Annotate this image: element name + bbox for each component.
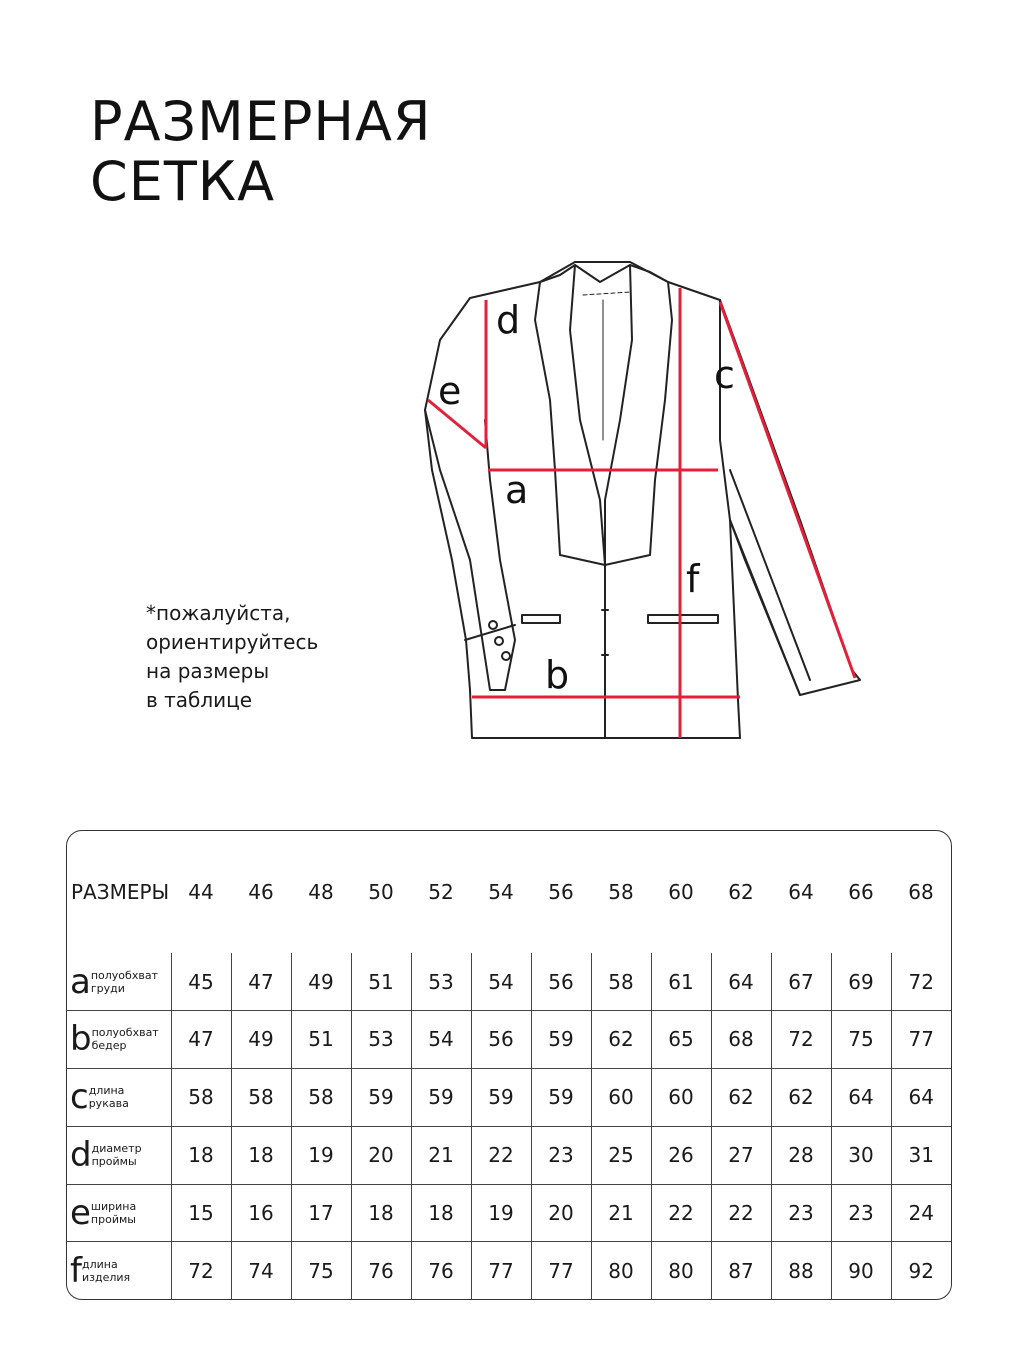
value-cell: 80 [591, 1242, 651, 1299]
measurement-row-d [67, 1126, 951, 1184]
size-cell: 68 [908, 880, 934, 905]
value-cell: 59 [531, 1010, 591, 1068]
value-cell: 18 [231, 1126, 291, 1184]
value-cell: 18 [411, 1184, 471, 1242]
value-cell: 64 [831, 1068, 891, 1126]
row-description [89, 1084, 129, 1110]
value-cell: 54 [471, 953, 531, 1010]
value-cell: 77 [891, 1010, 951, 1068]
row-desc-line: диаметр [91, 1142, 142, 1156]
value-cell: 77 [531, 1242, 591, 1299]
value-cell: 75 [291, 1242, 351, 1299]
size-cell: 50 [368, 880, 394, 905]
note-line: ориентируйтесь [146, 630, 319, 654]
label-d: d [496, 298, 521, 342]
row-label [67, 1184, 171, 1242]
header-label: РАЗМЕРЫ [71, 880, 170, 905]
size-cell: 58 [608, 880, 634, 905]
value-cell: 18 [171, 1126, 231, 1184]
value-cell: 20 [531, 1184, 591, 1242]
value-cell: 72 [891, 953, 951, 1010]
pocket-left [522, 615, 560, 623]
value-cell: 22 [471, 1126, 531, 1184]
value-cell: 58 [171, 1068, 231, 1126]
value-cell: 30 [831, 1126, 891, 1184]
size-cell: 54 [488, 880, 514, 905]
value-cell: 59 [411, 1068, 471, 1126]
value-cell: 24 [891, 1184, 951, 1242]
row-label [67, 1010, 171, 1068]
row-label [67, 1126, 171, 1184]
size-cell: 60 [668, 880, 694, 905]
value-cell: 19 [471, 1184, 531, 1242]
value-cell: 23 [771, 1184, 831, 1242]
value-cell: 20 [351, 1126, 411, 1184]
value-cell: 31 [891, 1126, 951, 1184]
value-cell: 53 [411, 953, 471, 1010]
row-description [91, 1200, 136, 1226]
size-cell: 66 [848, 880, 874, 905]
row-desc-line: полуобхват [90, 968, 158, 982]
size-note [146, 599, 318, 715]
value-cell: 28 [771, 1126, 831, 1184]
size-cell: 48 [308, 880, 334, 905]
note-line: на размеры [146, 659, 270, 683]
value-cell: 62 [711, 1068, 771, 1126]
value-cell: 88 [771, 1242, 831, 1299]
value-cell: 87 [711, 1242, 771, 1299]
label-e: e [438, 369, 462, 413]
value-cell: 49 [231, 1010, 291, 1068]
value-cell: 92 [891, 1242, 951, 1299]
measurement-row-a [67, 953, 951, 1010]
row-desc-line: ширина [90, 1199, 137, 1213]
value-cell: 49 [291, 953, 351, 1010]
value-cell: 22 [651, 1184, 711, 1242]
value-cell: 18 [351, 1184, 411, 1242]
label-b: b [545, 653, 570, 697]
value-cell: 72 [171, 1242, 231, 1299]
value-cell: 69 [831, 953, 891, 1010]
row-desc-line: груди [90, 981, 125, 995]
row-desc-line: рукава [88, 1097, 129, 1111]
size-cell: 46 [248, 880, 274, 905]
value-cell: 23 [831, 1184, 891, 1242]
value-cell: 76 [411, 1242, 471, 1299]
value-cell: 65 [651, 1010, 711, 1068]
size-header-row [67, 831, 951, 953]
page-title [90, 92, 431, 212]
value-cell: 25 [591, 1126, 651, 1184]
jacket-diagram [400, 250, 880, 750]
value-cell: 21 [591, 1184, 651, 1242]
value-cell: 77 [471, 1242, 531, 1299]
label-a: a [505, 468, 529, 512]
row-desc-line: изделия [81, 1270, 131, 1284]
pocket-right [648, 615, 718, 623]
value-cell: 59 [531, 1068, 591, 1126]
row-label [67, 1242, 171, 1299]
row-letter: a [70, 961, 91, 1002]
label-f: f [686, 557, 700, 601]
value-cell: 74 [231, 1242, 291, 1299]
value-cell: 23 [531, 1126, 591, 1184]
measurement-row-b [67, 1010, 951, 1068]
note-line: в таблице [146, 688, 253, 712]
value-cell: 56 [471, 1010, 531, 1068]
row-desc-line: длина [88, 1084, 125, 1098]
measurement-row-f [67, 1242, 951, 1299]
value-cell: 58 [291, 1068, 351, 1126]
value-cell: 45 [171, 953, 231, 1010]
value-cell: 68 [711, 1010, 771, 1068]
note-line: *пожалуйста, [146, 601, 291, 625]
row-label [67, 953, 171, 1010]
row-letter: d [70, 1135, 92, 1176]
value-cell: 53 [351, 1010, 411, 1068]
value-cell: 60 [591, 1068, 651, 1126]
value-cell: 56 [531, 953, 591, 1010]
value-cell: 64 [891, 1068, 951, 1126]
value-cell: 90 [831, 1242, 891, 1299]
value-cell: 51 [351, 953, 411, 1010]
jacket-outline [425, 262, 860, 738]
value-cell: 58 [231, 1068, 291, 1126]
value-cell: 22 [711, 1184, 771, 1242]
value-cell: 61 [651, 953, 711, 1010]
row-description [92, 1142, 142, 1168]
size-table [66, 830, 952, 1300]
row-desc-line: бедер [91, 1039, 127, 1053]
value-cell: 62 [771, 1068, 831, 1126]
value-cell: 59 [351, 1068, 411, 1126]
value-cell: 67 [771, 953, 831, 1010]
value-cell: 47 [231, 953, 291, 1010]
title-line-2: СЕТКА [90, 150, 276, 213]
row-description [92, 1026, 159, 1052]
value-cell: 80 [651, 1242, 711, 1299]
value-cell: 26 [651, 1126, 711, 1184]
value-cell: 76 [351, 1242, 411, 1299]
row-description [91, 969, 158, 995]
row-letter: c [70, 1077, 89, 1118]
measurement-row-e [67, 1184, 951, 1242]
value-cell: 58 [591, 953, 651, 1010]
value-cell: 17 [291, 1184, 351, 1242]
row-letter: e [70, 1192, 91, 1233]
value-cell: 21 [411, 1126, 471, 1184]
value-cell: 27 [711, 1126, 771, 1184]
value-cell: 72 [771, 1010, 831, 1068]
value-cell: 19 [291, 1126, 351, 1184]
title-line-1: РАЗМЕРНАЯ [90, 90, 432, 153]
size-cell: 44 [188, 880, 214, 905]
row-desc-line: длина [81, 1257, 118, 1271]
measurement-row-c [67, 1068, 951, 1126]
measurement-rows [67, 953, 951, 1299]
row-label [67, 1068, 171, 1126]
collar-back [575, 265, 630, 282]
value-cell: 75 [831, 1010, 891, 1068]
size-cell: 52 [428, 880, 454, 905]
row-letter: f [70, 1250, 82, 1291]
value-cell: 51 [291, 1010, 351, 1068]
row-desc-line: проймы [91, 1155, 137, 1169]
sleeve-left [425, 410, 515, 690]
size-cell: 62 [728, 880, 754, 905]
lapel-right [605, 265, 672, 565]
value-cell: 64 [711, 953, 771, 1010]
value-cell: 54 [411, 1010, 471, 1068]
value-cell: 62 [591, 1010, 651, 1068]
row-description [82, 1258, 130, 1284]
value-cell: 15 [171, 1184, 231, 1242]
row-letter: b [70, 1019, 92, 1060]
label-c: c [714, 353, 735, 397]
row-desc-line: проймы [90, 1212, 136, 1226]
value-cell: 47 [171, 1010, 231, 1068]
value-cell: 60 [651, 1068, 711, 1126]
value-cell: 16 [231, 1184, 291, 1242]
size-cell: 56 [548, 880, 574, 905]
lapel-left [535, 265, 605, 565]
row-desc-line: полуобхват [91, 1026, 159, 1040]
size-cell: 64 [788, 880, 814, 905]
value-cell: 59 [471, 1068, 531, 1126]
